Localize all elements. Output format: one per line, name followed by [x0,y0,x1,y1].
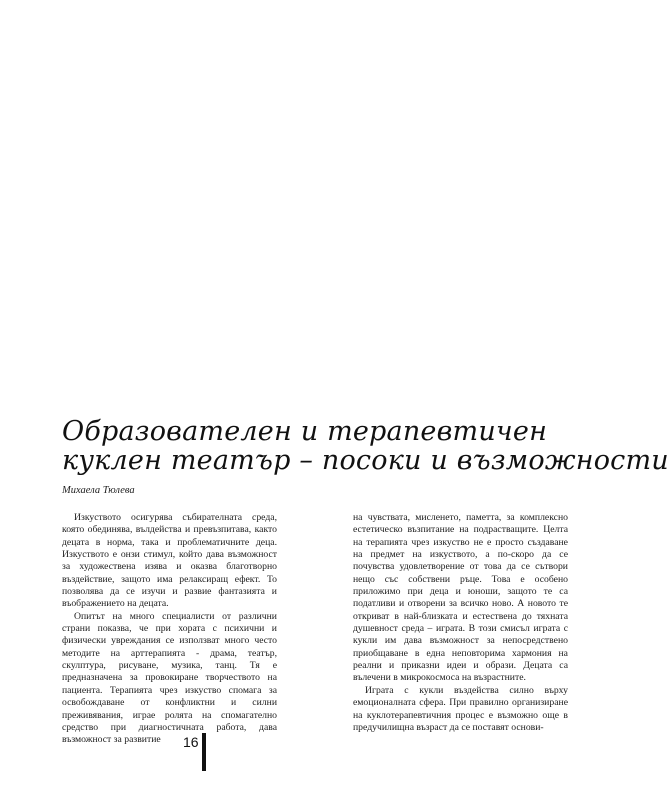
title-line-2: куклен театър – посоки и възможности [62,445,669,476]
right-column [353,512,568,734]
paragraph: Изкуството осигурява събирателната среда, която обединява, вълдейства и превъзпитава, както децата в норма, така и проблематичните деца. Изкуството е онзи стимул, който дава възможност за художествена изява и оказва благотворно въздействие, защото има релаксиращ ефект. То позволява да се изучи и развие фантазията и въображението на децата. [62,512,277,610]
paragraph: Опитът на много специалисти от различни страни показва, че при хората с психични и физически увреждания се използват много често методите на арттерапията - драма, театър, скулптура, рисуване, музика, танц. Тя е предназначена за провокиране творчеството на пациента. Терапията чрез изкуство спомага за освобождаване от конфликтни и силни преживявания, играе ролята на спомагателно средство при диагностичната работа, дава възможност за развитие [62,610,277,746]
article-title [62,416,669,476]
paragraph: на чувствата, мисленето, паметта, за комплексно естетическо възпитание на подрастващите. Целта на терапията чрез изкуство не е просто създаване на предмет на изкуството, а по-скоро да се почувства удовлетворение от това да се сътвори нещо със собствени ръце. Това е особено приложимо при деца и юноши, защото те са податливи и отворени за всичко ново. А новото те откриват в най-близката и естествена до тяхната душевност среда – играта. В този смисъл играта с кукли им дава възможност за непосредствено приобщаване в една неповторима хармония на реални и приказни идеи и образи. Децата са вълечени в микрокосмоса на възрастните. [353,512,568,684]
page-number: 16 [183,734,199,750]
page-marker-bar [202,733,206,771]
title-line-1: Образователен и терапевтичен [62,416,548,447]
author-name: Михаела Тюлева [62,485,135,496]
paragraph: Играта с кукли въздейства силно върху емоционалната сфера. При правилно организиране на куклотерапевтичния процес е възможно още в предучилищна възраст да се поставят основи- [353,684,568,733]
left-column [62,512,277,747]
